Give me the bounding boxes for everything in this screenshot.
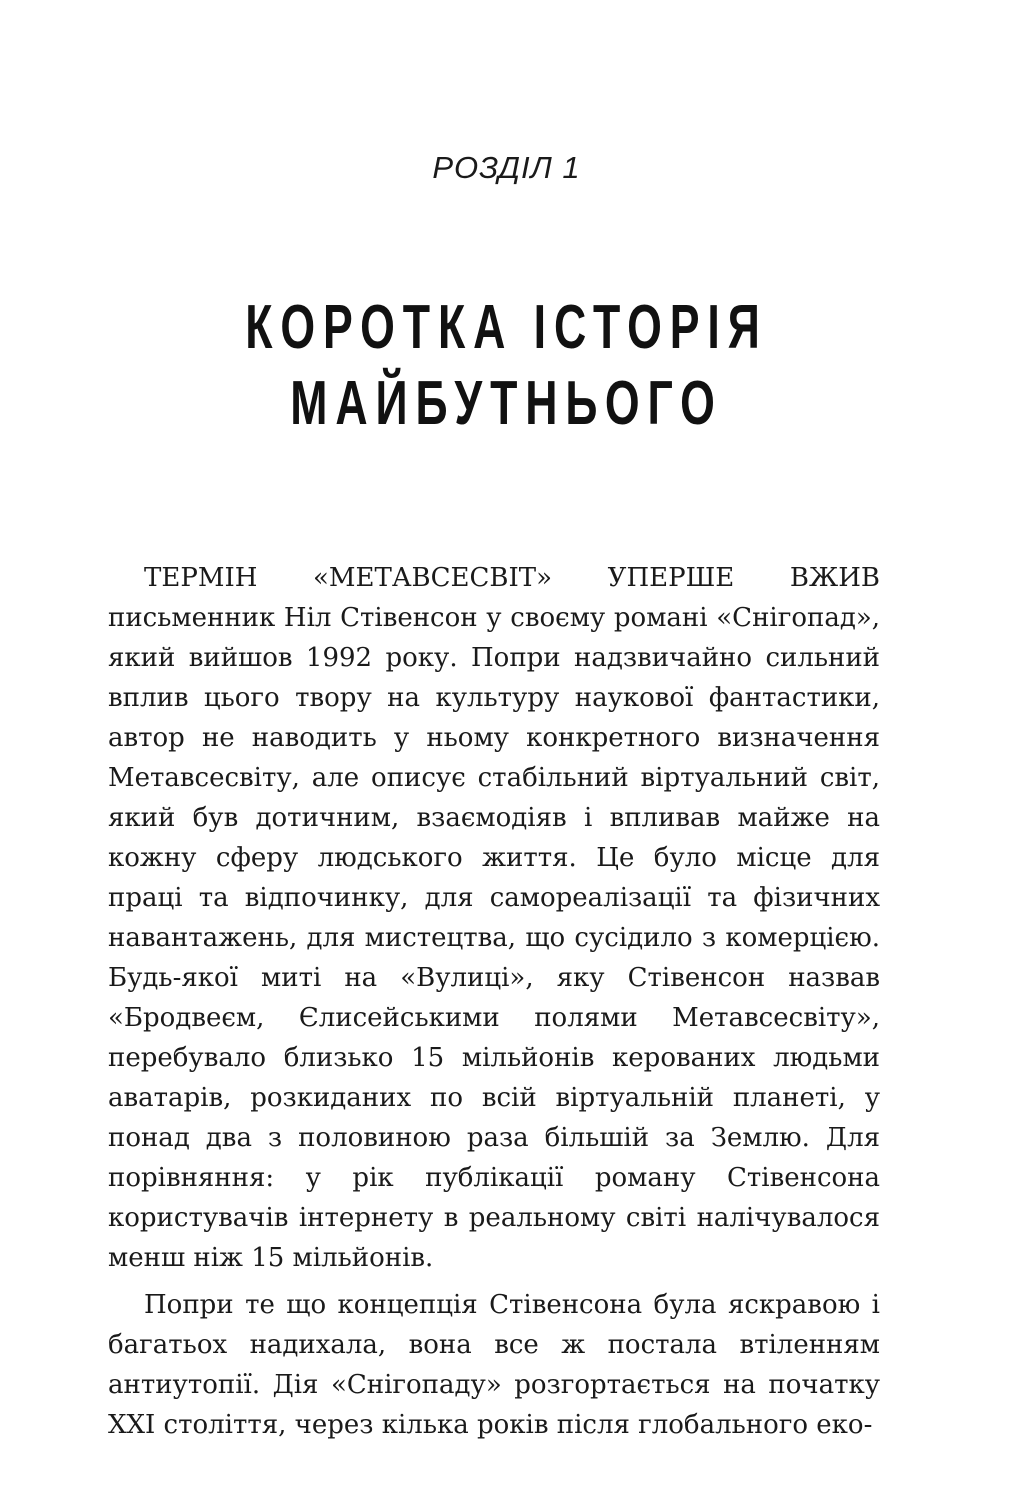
- chapter-label: РОЗДІЛ 1: [432, 150, 581, 185]
- chapter-title-line-1: КОРОТКА ІСТОРІЯ: [245, 293, 768, 362]
- paragraph-2: Попри те що концепція Стівенсона була яскравою і багатьох надихала, вона все ж постала втіленням антиутопії. Дія «Снігопаду» розгортається на початку XXI століття, через кілька років після глобального еко-: [108, 1290, 880, 1440]
- chapter-title-line-2: МАЙБУТНЬОГО: [290, 369, 723, 438]
- chapter-title: [142, 290, 871, 442]
- body-text: [108, 558, 880, 1445]
- paragraph-1: ТЕРМІН «МЕТАВСЕСВІТ» УПЕРШЕ ВЖИВ письменник Ніл Стівенсон у своєму романі «Снігопад», який вийшов 1992 року. Попри надзвичайно сильний вплив цього твору на культуру наукової фантастики, автор не наводить у ньому конкретного визначення Метавсесвіту, але описує стабільний віртуальний світ, який був дотичним, взаємодіяв і впливав майже на кожну сферу людського життя. Це було місце для праці та відпочинку, для самореалізації та фізичних навантажень, для мистецтва, що сусідило з комерцією. Будь-якої миті на «Вулиці», яку Стівенсон назвав «Бродвеєм, Єлисейськими полями Метавсесвіту», перебувало близько 15 мільйонів керованих людьми аватарів, розкиданих по всій віртуальній планеті, у понад два з половиною раза більшій за Землю. Для порівняння: у рік публікації роману Стівенсона користувачів інтернету в реальному світі налічувалося менш ніж 15 мільйонів.: [108, 563, 880, 1273]
